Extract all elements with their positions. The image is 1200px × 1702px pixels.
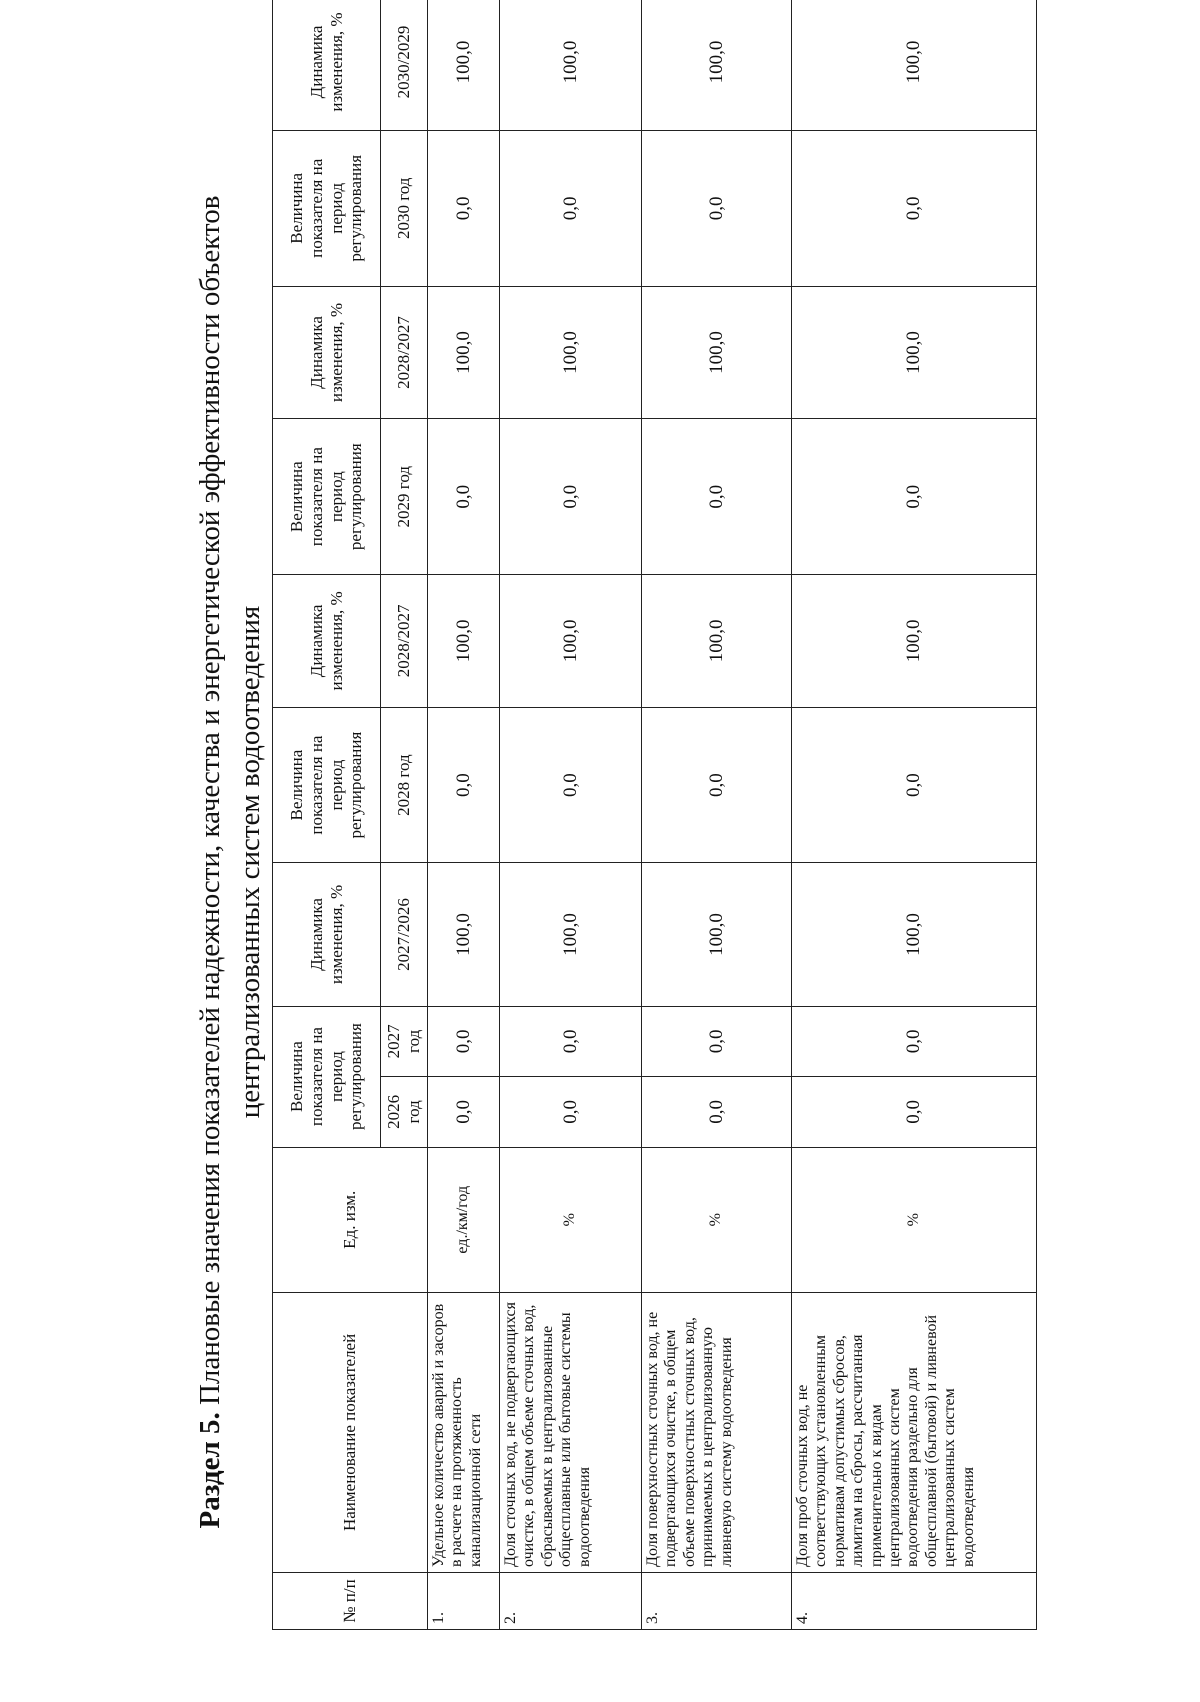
header-dyn-3: Динамика изменения, %	[273, 286, 381, 419]
cell-value: 0,0	[428, 707, 500, 863]
indicators-table	[272, 0, 1037, 1630]
year-col-9: 2030/2029	[381, 0, 428, 131]
cell-value: 100,0	[428, 863, 500, 1006]
header-value-2030: Величина показателя на период регулирования	[273, 131, 381, 287]
row-name: Удельное количество аварий и засоров в расчете на протяженность канализационной сети	[428, 1292, 500, 1572]
section-label: Раздел 5.	[194, 1412, 226, 1529]
row-name: Доля поверхностных сточных вод, не подвергающихся очистке, в общем объеме поверхностных сточных вод, принимаемых в централизованную ливневую систему водоотведения	[642, 1292, 792, 1572]
cell-value: 100,0	[642, 286, 792, 419]
cell-value: 100,0	[500, 575, 642, 708]
row-num: 1.	[428, 1572, 500, 1629]
cell-value: 0,0	[642, 1077, 792, 1148]
table-row	[500, 0, 642, 1630]
cell-value: 0,0	[792, 1006, 1037, 1077]
header-dyn-2: Динамика изменения, %	[273, 575, 381, 708]
cell-value: 0,0	[428, 1006, 500, 1077]
table-row	[792, 0, 1037, 1630]
table-row	[642, 0, 792, 1630]
cell-value: 100,0	[792, 0, 1037, 131]
cell-value: 100,0	[428, 575, 500, 708]
title-line-2: централизованных систем водоотведения	[234, 605, 266, 1119]
cell-value: 0,0	[792, 1077, 1037, 1148]
header-value-2028: Величина показателя на период регулирования	[273, 707, 381, 863]
cell-value: 100,0	[792, 286, 1037, 419]
cell-value: 100,0	[642, 0, 792, 131]
cell-value: 0,0	[428, 131, 500, 287]
row-name: Доля проб сточных вод, не соответствующих установленным нормативам допустимых сбросов, лимитам на сбросы, рассчитанная применительно к видам централизованных систем водоотведения раздельно для общесплавной (бытовой) и ливневой централизованных систем водоотведения	[792, 1292, 1037, 1572]
row-num: 4.	[792, 1572, 1037, 1629]
cell-value: 0,0	[428, 419, 500, 575]
table-row	[428, 0, 500, 1630]
row-unit: %	[792, 1147, 1037, 1292]
document-title	[190, 92, 270, 1632]
header-dyn-4: Динамика изменения, %	[273, 0, 381, 131]
row-unit: %	[642, 1147, 792, 1292]
row-num: 2.	[500, 1572, 642, 1629]
header-row	[273, 0, 381, 1630]
year-col-2: 2027 год	[381, 1006, 428, 1077]
header-unit: Ед. изм.	[273, 1147, 428, 1292]
year-col-4: 2028 год	[381, 707, 428, 863]
cell-value: 0,0	[500, 707, 642, 863]
cell-value: 100,0	[500, 0, 642, 131]
row-num: 3.	[642, 1572, 792, 1629]
cell-value: 100,0	[792, 575, 1037, 708]
cell-value: 0,0	[642, 131, 792, 287]
row-name: Доля сточных вод, не подвергающихся очистке, в общем объеме сточных вод, сбрасываемых в централизованные общесплавные или бытовые системы водоотведения	[500, 1292, 642, 1572]
cell-value: 0,0	[642, 1006, 792, 1077]
year-col-6: 2029 год	[381, 419, 428, 575]
cell-value: 0,0	[642, 419, 792, 575]
row-unit: %	[500, 1147, 642, 1292]
row-unit: ед./км/год	[428, 1147, 500, 1292]
header-dyn-1: Динамика изменения, %	[273, 863, 381, 1006]
cell-value: 0,0	[792, 707, 1037, 863]
cell-value: 100,0	[500, 863, 642, 1006]
header-num: № п/п	[273, 1572, 428, 1629]
year-col-3: 2027/2026	[381, 863, 428, 1006]
year-col-1: 2026 год	[381, 1077, 428, 1148]
cell-value: 0,0	[500, 419, 642, 575]
cell-value: 100,0	[428, 286, 500, 419]
cell-value: 0,0	[792, 131, 1037, 287]
cell-value: 0,0	[500, 1077, 642, 1148]
cell-value: 100,0	[500, 286, 642, 419]
year-col-5: 2028/2027	[381, 575, 428, 708]
year-col-8: 2030 год	[381, 131, 428, 287]
cell-value: 100,0	[792, 863, 1037, 1006]
cell-value: 0,0	[792, 419, 1037, 575]
header-name: Наименование показателей	[273, 1292, 428, 1572]
cell-value: 0,0	[500, 1006, 642, 1077]
header-value-2026-2027: Величина показателя на период регулирования	[273, 1006, 381, 1147]
cell-value: 100,0	[642, 575, 792, 708]
header-value-2029: Величина показателя на период регулирования	[273, 419, 381, 575]
cell-value: 0,0	[428, 1077, 500, 1148]
cell-value: 0,0	[500, 131, 642, 287]
title-line-1: Плановые значения показателей надежности, качества и энергетической эффективности объектов	[194, 195, 226, 1406]
cell-value: 100,0	[642, 863, 792, 1006]
cell-value: 0,0	[642, 707, 792, 863]
cell-value: 100,0	[428, 0, 500, 131]
year-col-7: 2028/2027	[381, 286, 428, 419]
